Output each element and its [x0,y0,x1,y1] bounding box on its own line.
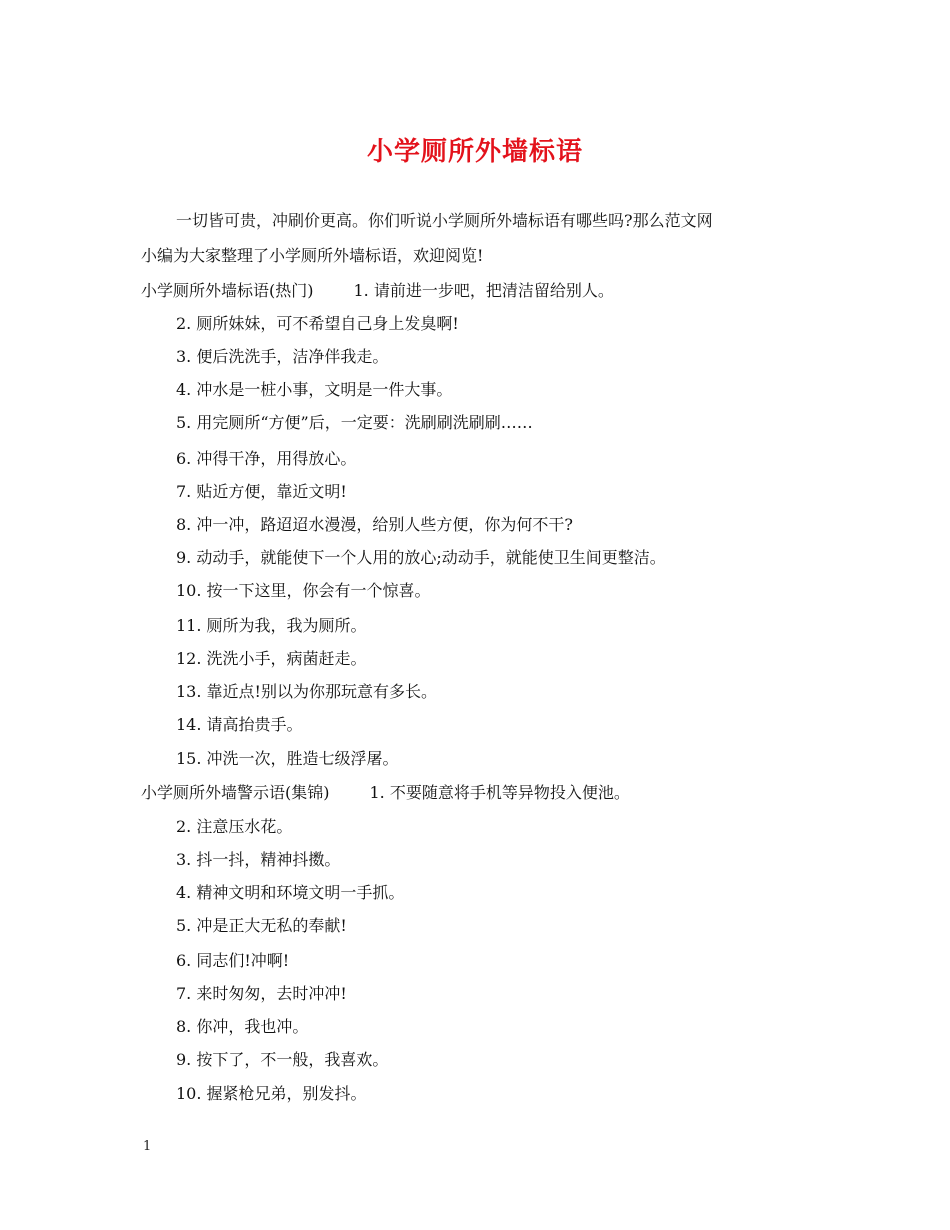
page-number: 1 [143,1139,152,1154]
section1-item: 4. 冲水是一桩小事，文明是一件大事。 [176,380,453,399]
section1-item: 6. 冲得干净，用得放心。 [176,449,357,468]
section1-heading: 小学厕所外墙标语(热门) [141,281,314,300]
section2-heading-row [141,783,630,803]
section1-item: 10. 按一下这里，你会有一个惊喜。 [176,581,431,600]
section1-item: 12. 洗洗小手，病菌赶走。 [176,649,367,668]
section1-item: 2. 厕所妹妹，可不希望自己身上发臭啊! [176,314,459,333]
section1-item: 7. 贴近方便，靠近文明! [176,482,347,501]
section2-item: 10. 握紧枪兄弟，别发抖。 [176,1084,367,1103]
section1-item: 11. 厕所为我，我为厕所。 [176,616,367,635]
section1-item: 8. 冲一冲，路迢迢水漫漫，给别人些方便，你为何不干? [176,515,573,534]
section2-item: 4. 精神文明和环境文明一手抓。 [176,883,405,902]
section2-item: 9. 按下了，不一般，我喜欢。 [176,1050,389,1069]
section2-item: 2. 注意压水花。 [176,817,293,836]
section2-item: 8. 你冲，我也冲。 [176,1017,309,1036]
section1-item: 9. 动动手，就能使下一个人用的放心;动动手，就能使卫生间更整洁。 [176,548,666,567]
section1-item: 5. 用完厕所“方便”后，一定要：洗刷刷洗刷刷…… [176,413,533,432]
intro-paragraph-line-1: 一切皆可贵，冲刷价更高。你们听说小学厕所外墙标语有哪些吗?那么范文网 [176,211,713,230]
section1-item: 15. 冲洗一次，胜造七级浮屠。 [176,749,399,768]
section1-item: 14. 请高抬贵手。 [176,715,303,734]
section2-item: 5. 冲是正大无私的奉献! [176,916,347,935]
section2-item: 3. 抖一抖，精神抖擞。 [176,850,341,869]
section1-item-1: 1. 请前进一步吧，把清洁留给别人。 [353,281,614,300]
section2-item-1: 1. 不要随意将手机等异物投入便池。 [369,783,630,802]
section1-item: 3. 便后洗洗手，洁净伴我走。 [176,347,389,366]
section1-heading-row [141,281,614,301]
intro-paragraph-line-2: 小编为大家整理了小学厕所外墙标语，欢迎阅览! [141,246,484,265]
section2-item: 6. 同志们!冲啊! [176,951,290,970]
section1-item: 13. 靠近点!别以为你那玩意有多长。 [176,682,437,701]
document-title: 小学厕所外墙标语 [366,137,583,167]
section2-item: 7. 来时匆匆，去时冲冲! [176,984,347,1003]
section2-heading: 小学厕所外墙警示语(集锦) [141,783,330,802]
